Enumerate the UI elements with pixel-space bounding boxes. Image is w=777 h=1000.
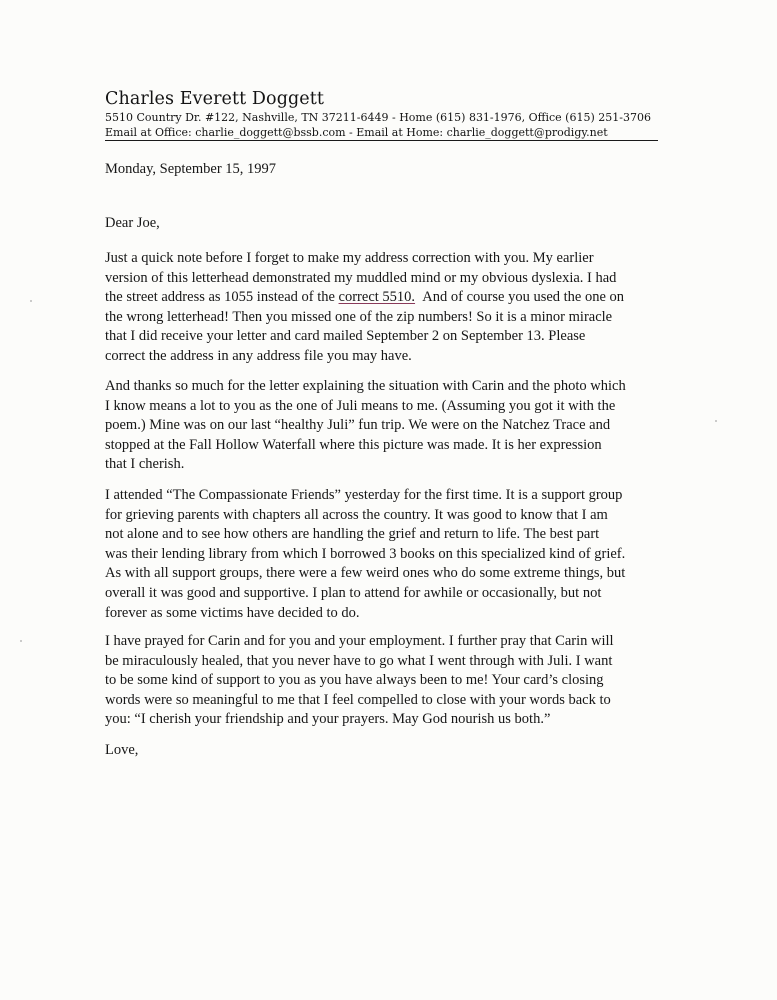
paragraph-line: words were so meaningful to me that I feel compelled to close with your words back to — [105, 691, 611, 708]
paragraph-3 — [105, 486, 665, 623]
letter-date: Monday, September 15, 1997 — [105, 161, 277, 177]
paragraph-line: be miraculously healed, that you never have to go what I went through with Juli. I want — [105, 652, 613, 669]
paragraph-line: Just a quick note before I forget to make my address correction with you. My earlier — [105, 250, 594, 266]
paragraph-line-segment: the street address as 1055 instead of the — [105, 289, 339, 306]
paragraph-line: overall it was good and supportive. I plan to attend for awhile or occasionally, but not — [105, 584, 602, 601]
paragraph-line: And thanks so much for the letter explaining the situation with Carin and the photo which — [105, 378, 626, 394]
paragraph-4 — [105, 632, 665, 730]
paragraph-line-segment: And of course you used the one on — [422, 289, 625, 306]
paragraph-line: that I cherish. — [105, 456, 185, 473]
paragraph-line: correct the address in any address file you may have. — [105, 347, 412, 364]
letterhead — [105, 88, 658, 140]
sender-name: Charles Everett Doggett — [105, 89, 325, 109]
paragraph-line: the wrong letterhead! Then you missed one of the zip numbers! So it is a minor miracle — [105, 308, 613, 325]
paragraph-line — [105, 288, 665, 308]
sender-address-line: 5510 Country Dr. #122, Nashville, TN 37211-6449 - Home (615) 831-1976, Office (615) 251-3706 — [105, 111, 651, 124]
underlined-correction: correct 5510. — [338, 289, 416, 306]
paragraph-line: poem.) Mine was on our last “healthy Juli” fun trip. We were on the Natchez Trace and — [105, 417, 611, 434]
closing: Love, — [105, 742, 139, 758]
paragraph-line: that I did receive your letter and card mailed September 2 on September 13. Please — [105, 328, 586, 345]
paragraph-line: I attended “The Compassionate Friends” yesterday for the first time. It is a support group — [105, 487, 623, 503]
paragraph-line: for grieving parents with chapters all across the country. It was good to know that I am — [105, 506, 608, 523]
paragraph-line: you: “I cherish your friendship and your prayers. May God nourish us both.” — [105, 711, 551, 728]
paragraph-line: was their lending library from which I borrowed 3 books on this specialized kind of grief. — [105, 545, 626, 562]
paragraph-line: As with all support groups, there were a few weird ones who do some extreme things, but — [105, 565, 626, 582]
letterhead-divider — [105, 140, 658, 141]
paragraph-line: not alone and to see how others are handling the grief and return to life. The best part — [105, 526, 600, 543]
paragraph-1 — [105, 249, 665, 367]
paragraph-line: to be some kind of support to you as you have always been to me! Your card’s closing — [105, 672, 604, 689]
scan-speck — [20, 640, 22, 642]
scan-speck — [715, 420, 717, 422]
paragraph-line: stopped at the Fall Hollow Waterfall where this picture was made. It is her expression — [105, 436, 602, 453]
paragraph-line: version of this letterhead demonstrated my muddled mind or my obvious dyslexia. I had — [105, 269, 617, 286]
paragraph-line: forever as some victims have decided to do. — [105, 604, 360, 621]
sender-email-line: Email at Office: charlie_doggett@bssb.com - Email at Home: charlie_doggett@prodigy.net — [105, 126, 608, 139]
letter-body — [105, 160, 665, 758]
salutation: Dear Joe, — [105, 215, 160, 231]
paragraph-2 — [105, 377, 665, 475]
paragraph-line: I have prayed for Carin and for you and your employment. I further pray that Carin will — [105, 633, 614, 649]
scan-speck — [30, 300, 32, 302]
paragraph-line: I know means a lot to you as the one of Juli means to me. (Assuming you got it with the — [105, 397, 616, 414]
